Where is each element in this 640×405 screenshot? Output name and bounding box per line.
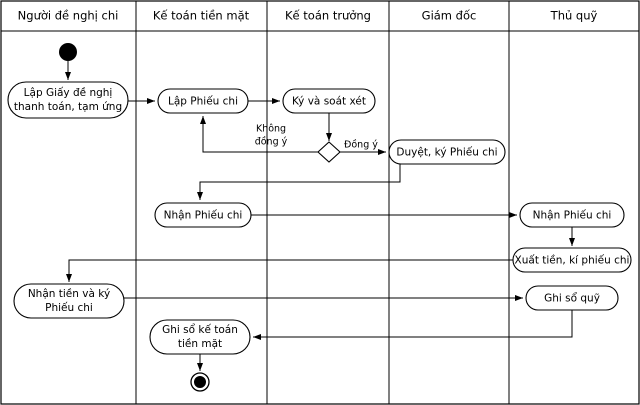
lane-header-giam-doc: Giám đốc: [421, 8, 477, 23]
decision-dong-y[interactable]: [318, 142, 340, 162]
activity-ghi-so-quy-label: Ghi sổ quỹ: [544, 292, 600, 305]
edge-label-khong-dong-y-line2: đồng ý: [254, 136, 288, 148]
activity-lap-giay-de-nghi-line1: Lập Giấy đề nghị: [23, 87, 113, 99]
activity-nhan-tien-va-ky-line2: Phiếu chi: [45, 302, 93, 314]
activity-nhan-phieu-chi-thu-quy-label: Nhận Phiếu chi: [532, 209, 612, 222]
end-node: [194, 376, 206, 388]
activity-ghi-so-ke-toan-line2: tiền mặt: [177, 338, 223, 350]
flow-duyet-to-nhan-phieu-ktm: [200, 164, 400, 200]
activity-lap-giay-de-nghi-line2: thanh toán, tạm ứng: [13, 101, 123, 113]
activity-ghi-so-ke-toan-line1: Ghi sổ kế toán: [162, 324, 238, 336]
start-node: [59, 43, 77, 61]
lane-header-thu-quy: Thủ quỹ: [550, 8, 598, 23]
edge-label-khong-dong-y-line1: Không: [255, 123, 287, 135]
lane-header-ke-toan-truong: Kế toán trưởng: [285, 8, 371, 23]
edge-label-dong-y: Đồng ý: [344, 139, 378, 151]
activity-duyet-ky-phieu-chi-label: Duyệt, ký Phiếu chi: [396, 146, 498, 159]
activity-ky-va-soat-xet-label: Ký và soát xét: [292, 95, 366, 108]
activity-xuat-tien-ki-phieu-chi-label: Xuất tiền, kí phiếu chi: [514, 254, 630, 267]
lane-header-nguoi-de-nghi-chi: Người đề nghị chi: [17, 8, 119, 23]
flow-ghi-so-quy-to-ghi-so-ke-toan: [253, 310, 572, 337]
activity-lap-phieu-chi-label: Lập Phiếu chi: [168, 95, 238, 108]
lane-header-ke-toan-tien-mat: Kế toán tiền mặt: [152, 8, 250, 23]
activity-nhan-phieu-chi-ke-toan-label: Nhận Phiếu chi: [163, 209, 243, 222]
activity-nhan-tien-va-ky-line1: Nhận tiền và ký: [27, 288, 111, 300]
